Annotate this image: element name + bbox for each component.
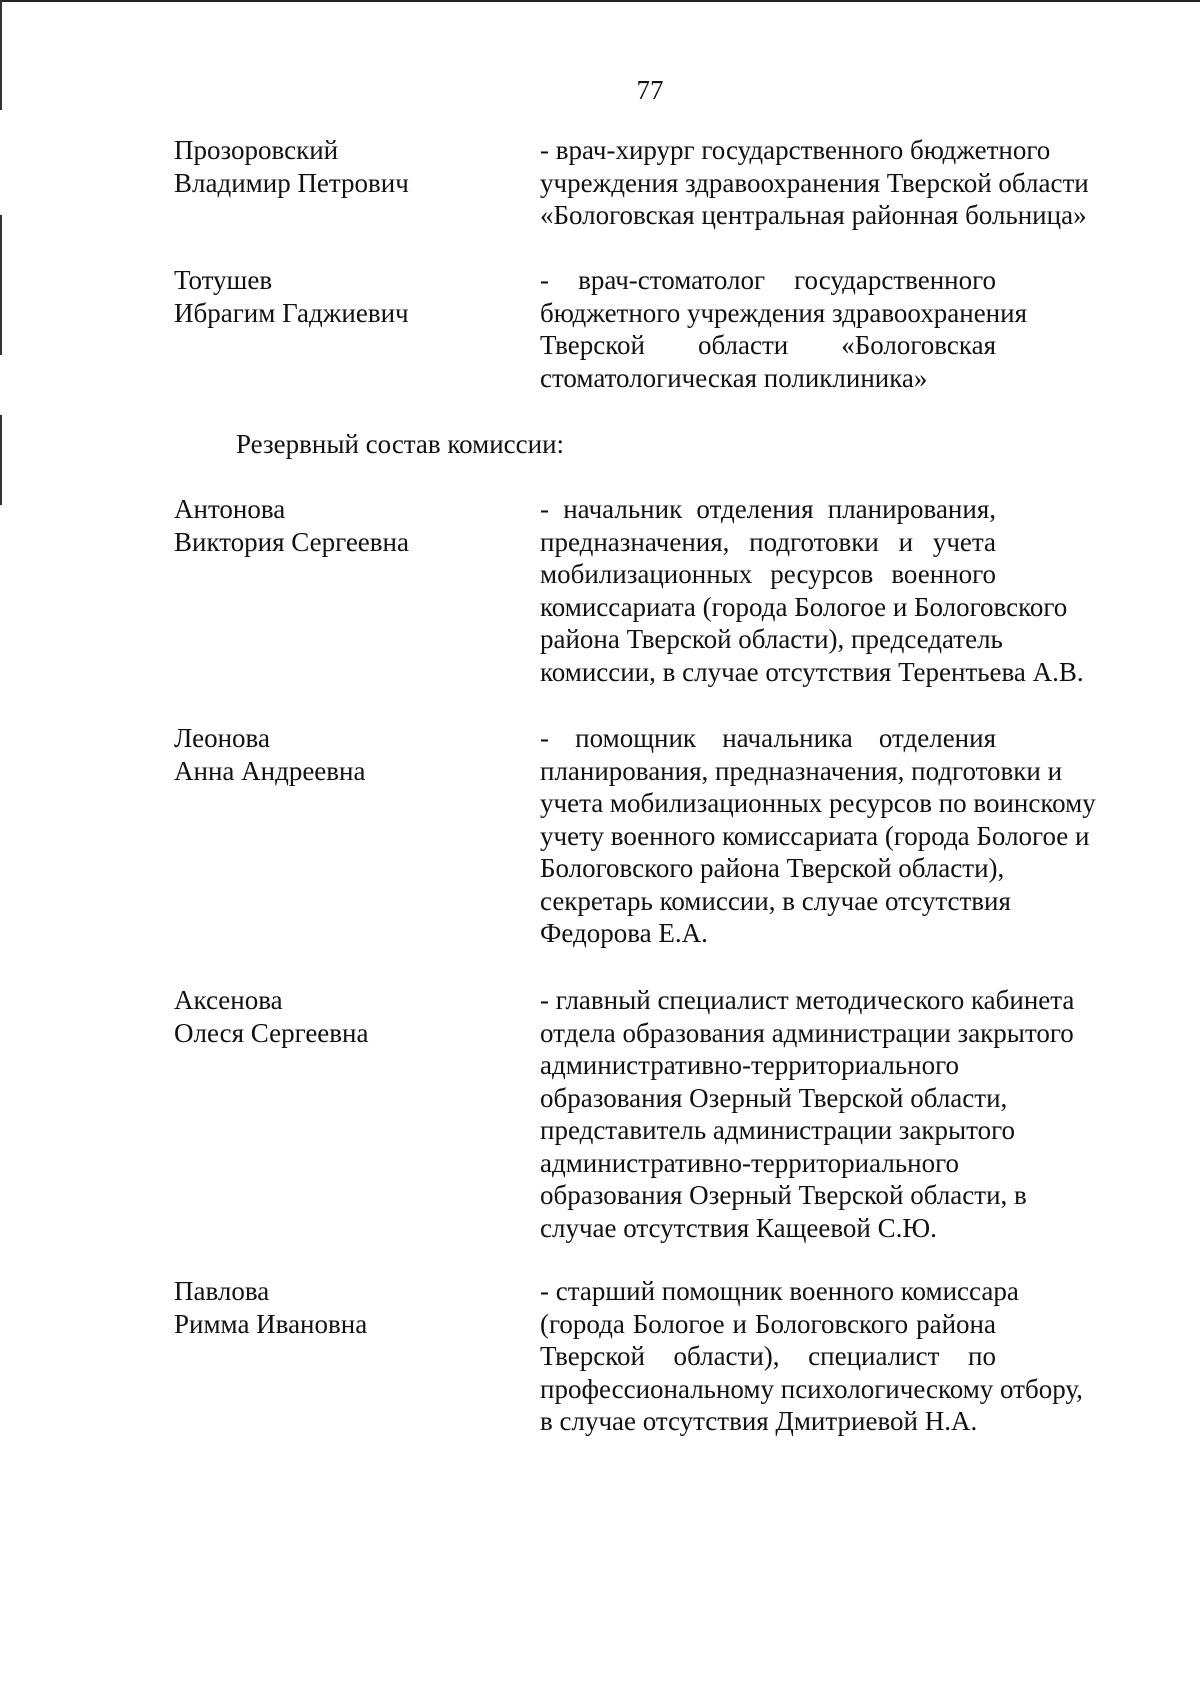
- member-surname: Павлова: [174, 1276, 270, 1306]
- member-given-names: Римма Ивановна: [174, 1308, 368, 1339]
- member-surname: Аксенова: [174, 985, 283, 1015]
- scan-edge-top: [0, 0, 1200, 2]
- position-line: административно-территориального: [540, 1050, 959, 1080]
- scan-edge-left: [0, 415, 2, 505]
- position-line: учету военного комиссариата (города Бологое и: [540, 820, 1090, 851]
- position-line: Бологовского района Тверской области),: [540, 853, 1005, 883]
- position-line: - начальник отделения планирования,: [540, 494, 996, 524]
- position-line: профессиональному психологическому отбору,: [540, 1373, 1083, 1404]
- position-line: - главный специалист методического кабинета: [540, 985, 1075, 1015]
- position-line: стоматологическая поликлиника»: [540, 362, 928, 393]
- position-line: Тверской области «Бологовская: [540, 330, 996, 360]
- member-position: [540, 984, 1075, 1244]
- position-line: учета мобилизационных ресурсов по воинскому: [540, 788, 1096, 818]
- member-name: [174, 264, 514, 329]
- position-line: планирования, предназначения, подготовки и: [540, 755, 1063, 786]
- position-line: бюджетного учреждения здравоохранения: [540, 297, 1027, 328]
- member-surname: Антонова: [174, 494, 286, 524]
- reserve-section-heading: Резервный состав комиссии:: [236, 429, 565, 459]
- position-line: предназначения, подготовки и учета: [540, 526, 996, 557]
- position-line: учреждения здравоохранения Тверской области: [540, 167, 1089, 198]
- position-line: Тверской области), специалист по: [540, 1341, 996, 1371]
- position-line: (города Бологое и Бологовского района: [540, 1308, 996, 1339]
- position-line: представитель администрации закрытого: [540, 1115, 1016, 1145]
- member-name: [174, 722, 514, 787]
- member-given-names: Владимир Петрович: [174, 167, 409, 198]
- member-given-names: Анна Андреевна: [174, 755, 366, 786]
- member-name: [174, 984, 514, 1049]
- position-line: «Бологовская центральная районная больница»: [540, 200, 1087, 230]
- position-line: - старший помощник военного комиссара: [540, 1276, 1019, 1306]
- member-position: [540, 493, 1084, 688]
- position-line: административно-территориального: [540, 1147, 959, 1178]
- member-given-names: Ибрагим Гаджиевич: [174, 297, 409, 328]
- position-line: - врач-стоматолог государственного: [540, 265, 996, 295]
- member-surname: Леонова: [174, 723, 270, 753]
- member-surname: Прозоровский: [174, 135, 339, 165]
- member-position: [540, 722, 1096, 950]
- member-name: [174, 134, 514, 199]
- position-line: - помощник начальника отделения: [540, 723, 996, 753]
- member-surname: Тотушев: [174, 265, 273, 295]
- position-line: в случае отсутствия Дмитриевой Н.А.: [540, 1406, 978, 1436]
- page-number: 77: [636, 75, 664, 105]
- member-position: [540, 1275, 1083, 1438]
- position-line: Федорова Е.А.: [540, 918, 708, 948]
- position-line: отдела образования администрации закрытого: [540, 1017, 1074, 1048]
- position-line: комиссариата (города Бологое и Бологовского: [540, 591, 1068, 622]
- scan-edge-left: [0, 215, 2, 355]
- member-given-names: Виктория Сергеевна: [174, 526, 409, 557]
- position-line: района Тверской области), председатель: [540, 624, 1003, 654]
- member-position: [540, 134, 1089, 232]
- member-given-names: Олеся Сергеевна: [174, 1017, 369, 1048]
- position-line: секретарь комиссии, в случае отсутствия: [540, 885, 1011, 916]
- position-line: образования Озерный Тверской области,: [540, 1082, 1008, 1113]
- position-line: случае отсутствия Кащеевой С.Ю.: [540, 1212, 937, 1243]
- member-position: [540, 264, 1027, 394]
- position-line: комиссии, в случае отсутствия Терентьева А.В.: [540, 656, 1084, 687]
- position-line: - врач-хирург государственного бюджетного: [540, 135, 1051, 165]
- member-name: [174, 493, 514, 558]
- position-line: образования Озерный Тверской области, в: [540, 1180, 1027, 1210]
- position-line: мобилизационных ресурсов военного: [540, 559, 996, 589]
- member-name: [174, 1275, 514, 1340]
